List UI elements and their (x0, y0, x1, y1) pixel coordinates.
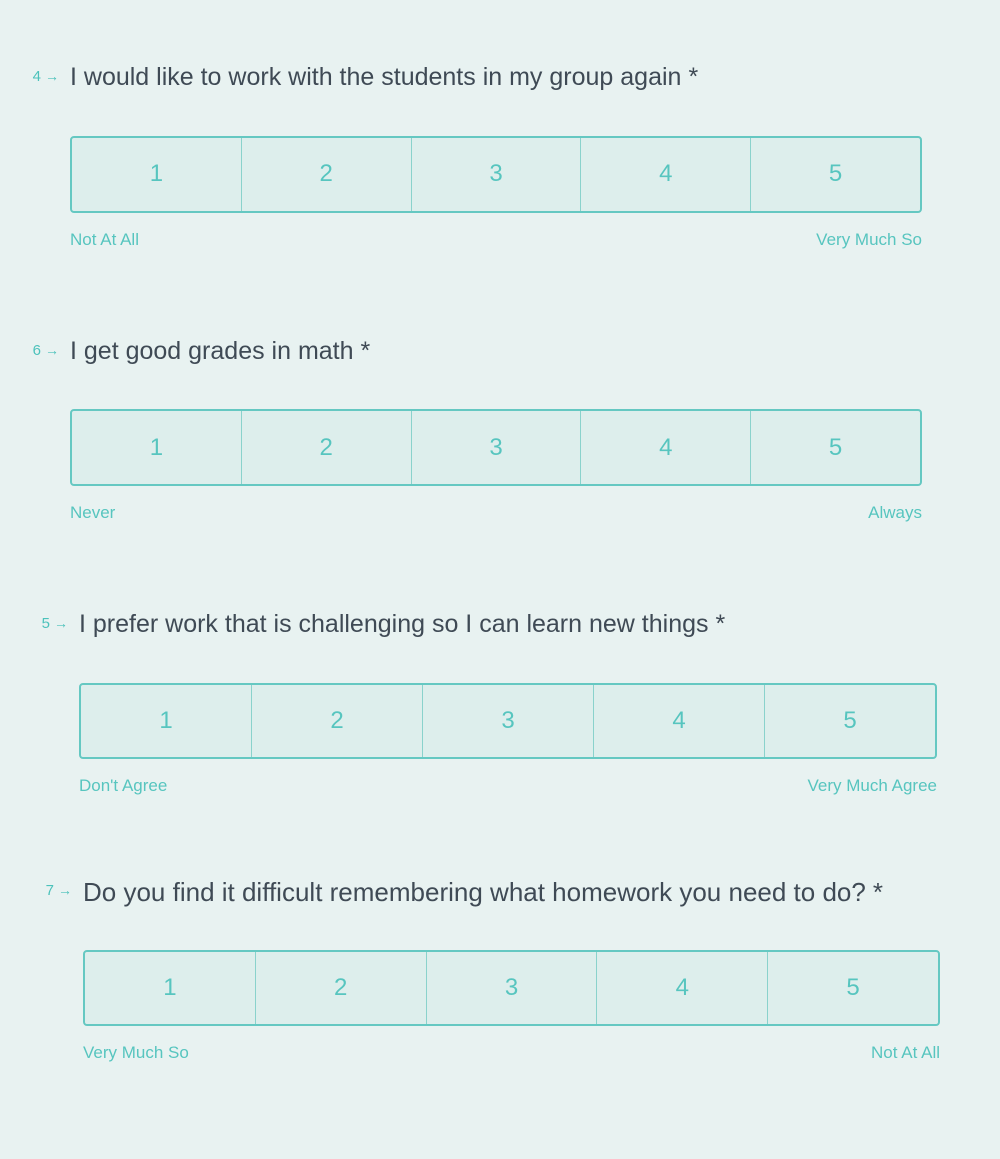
scale-option-2[interactable]: 2 (242, 411, 412, 484)
required-asterisk: * (360, 336, 371, 365)
scale-anchors (79, 776, 937, 796)
scale-left-label: Very Much So (83, 1043, 189, 1063)
scale-left-label: Not At All (70, 229, 139, 249)
scale-option-2[interactable]: 2 (242, 138, 412, 211)
question-block (0, 60, 1000, 250)
scale-left-label: Never (70, 503, 116, 522)
scale-option-3[interactable]: 3 (427, 952, 598, 1024)
scale-anchors (83, 1043, 940, 1063)
scale-option-3[interactable]: 3 (412, 411, 582, 484)
scale-option-4[interactable]: 4 (581, 411, 751, 484)
scale-option-4[interactable]: 4 (581, 138, 751, 211)
rating-scale (70, 409, 922, 486)
question-block (0, 874, 1000, 1064)
scale-option-4[interactable]: 4 (597, 952, 768, 1024)
required-asterisk: * (715, 610, 726, 638)
scale-right-label: Always (868, 503, 922, 522)
arrow-right-icon: → (45, 341, 59, 358)
question-text: I get good grades in math (70, 336, 354, 365)
scale-right-label: Not At All (871, 1043, 940, 1063)
scale-option-5[interactable]: 5 (751, 138, 920, 211)
arrow-right-icon: → (45, 68, 59, 84)
required-asterisk: * (688, 63, 699, 91)
required-asterisk: * (872, 876, 883, 907)
question-number (33, 340, 59, 361)
question-header (32, 334, 915, 370)
scale-left-label: Don't Agree (79, 775, 168, 795)
scale-option-4[interactable]: 4 (594, 685, 765, 757)
scale-option-2[interactable]: 2 (252, 685, 423, 757)
rating-scale (79, 683, 937, 759)
rating-scale (83, 950, 940, 1026)
question-number-value: 4 (32, 68, 41, 85)
question-block (0, 334, 1000, 524)
scale-option-1[interactable]: 1 (85, 952, 256, 1024)
scale-option-3[interactable]: 3 (423, 685, 594, 757)
scale-option-1[interactable]: 1 (72, 411, 242, 484)
scale-anchors (70, 503, 922, 523)
question-text: I would like to work with the students in my group again (70, 63, 682, 91)
question-number (42, 613, 68, 634)
question-number-value: 7 (45, 881, 54, 899)
scale-option-1[interactable]: 1 (72, 138, 242, 211)
question-text: I prefer work that is challenging so I can learn new things (79, 610, 709, 638)
question-number-value: 6 (32, 341, 41, 359)
arrow-right-icon: → (58, 881, 72, 898)
arrow-right-icon: → (54, 615, 68, 631)
scale-option-5[interactable]: 5 (768, 952, 938, 1024)
scale-right-label: Very Much Agree (807, 775, 937, 795)
scale-option-2[interactable]: 2 (256, 952, 427, 1024)
question-block (0, 607, 1000, 796)
scale-option-3[interactable]: 3 (412, 138, 582, 211)
question-number (33, 66, 59, 87)
scale-option-1[interactable]: 1 (81, 685, 252, 757)
scale-option-5[interactable]: 5 (751, 411, 920, 484)
question-header (41, 607, 924, 643)
question-number (46, 880, 72, 901)
question-header (45, 874, 928, 911)
scale-right-label: Very Much So (816, 229, 922, 249)
rating-scale (70, 136, 922, 213)
question-text: Do you find it difficult remembering what homework you need to do? (83, 876, 866, 907)
question-header (32, 60, 915, 96)
scale-option-5[interactable]: 5 (765, 685, 935, 757)
question-number-value: 5 (41, 615, 50, 632)
scale-anchors (70, 230, 922, 250)
